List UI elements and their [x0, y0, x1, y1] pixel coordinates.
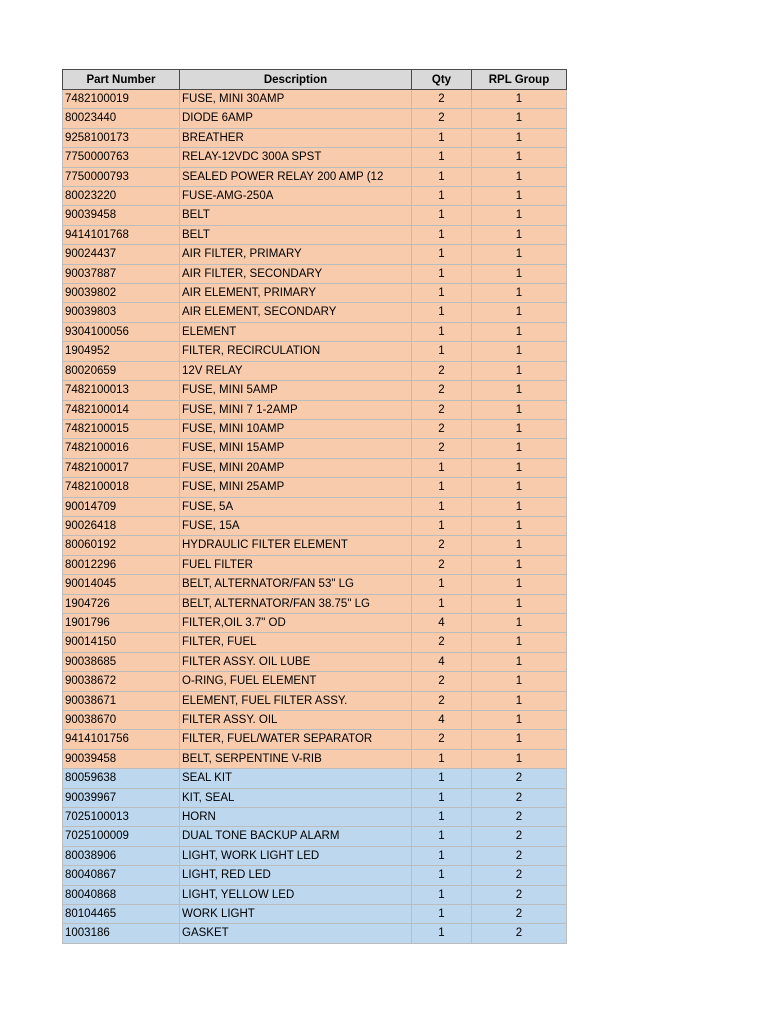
description-cell: BREATHER: [180, 128, 412, 147]
rpl-group-cell: 1: [472, 303, 567, 322]
description-cell: RELAY-12VDC 300A SPST: [180, 148, 412, 167]
qty-cell: 2: [412, 536, 472, 555]
qty-cell: 2: [412, 361, 472, 380]
qty-cell: 2: [412, 633, 472, 652]
table-header: [63, 70, 567, 90]
table-row: [63, 419, 567, 438]
qty-cell: 4: [412, 613, 472, 632]
part-number-cell: 9304100056: [63, 322, 180, 341]
rpl-group-cell: 1: [472, 109, 567, 128]
description-cell: FUSE, MINI 7 1-2AMP: [180, 400, 412, 419]
table-row: [63, 148, 567, 167]
table-row: [63, 749, 567, 768]
table-row: [63, 381, 567, 400]
qty-cell: 4: [412, 711, 472, 730]
table-row: [63, 478, 567, 497]
part-number-cell: 7482100015: [63, 419, 180, 438]
part-number-cell: 80020659: [63, 361, 180, 380]
part-number-cell: 80059638: [63, 769, 180, 788]
description-cell: FUSE, MINI 5AMP: [180, 381, 412, 400]
part-number-cell: 7482100017: [63, 458, 180, 477]
qty-cell: 1: [412, 342, 472, 361]
part-number-cell: 7750000763: [63, 148, 180, 167]
qty-cell: 1: [412, 769, 472, 788]
table-row: [63, 730, 567, 749]
rpl-group-cell: 1: [472, 167, 567, 186]
table-row: [63, 516, 567, 535]
qty-cell: 1: [412, 516, 472, 535]
qty-cell: 2: [412, 672, 472, 691]
qty-cell: 1: [412, 594, 472, 613]
qty-cell: 1: [412, 225, 472, 244]
description-cell: FILTER ASSY. OIL LUBE: [180, 652, 412, 671]
description-cell: BELT: [180, 225, 412, 244]
description-cell: AIR FILTER, PRIMARY: [180, 245, 412, 264]
qty-cell: 2: [412, 439, 472, 458]
table-row: [63, 225, 567, 244]
table-row: [63, 536, 567, 555]
qty-cell: 1: [412, 284, 472, 303]
description-cell: ELEMENT, FUEL FILTER ASSY.: [180, 691, 412, 710]
table-row: [63, 90, 567, 109]
part-number-cell: 90039802: [63, 284, 180, 303]
qty-cell: 1: [412, 245, 472, 264]
table-row: [63, 846, 567, 865]
description-cell: LIGHT, YELLOW LED: [180, 885, 412, 904]
part-number-cell: 90038672: [63, 672, 180, 691]
part-number-cell: 1901796: [63, 613, 180, 632]
part-number-cell: 7482100013: [63, 381, 180, 400]
rpl-group-cell: 1: [472, 613, 567, 632]
description-cell: FILTER,OIL 3.7" OD: [180, 613, 412, 632]
rpl-group-cell: 1: [472, 691, 567, 710]
part-number-cell: 7025100009: [63, 827, 180, 846]
qty-cell: 2: [412, 730, 472, 749]
part-number-cell: 80023220: [63, 187, 180, 206]
rpl-group-cell: 1: [472, 478, 567, 497]
part-number-cell: 90014709: [63, 497, 180, 516]
part-number-cell: 7482100014: [63, 400, 180, 419]
table-row: [63, 555, 567, 574]
rpl-group-cell: 1: [472, 342, 567, 361]
rpl-group-cell: 1: [472, 497, 567, 516]
qty-cell: 2: [412, 381, 472, 400]
description-cell: FILTER, FUEL: [180, 633, 412, 652]
rpl-group-cell: 1: [472, 575, 567, 594]
rpl-group-cell: 1: [472, 439, 567, 458]
part-number-cell: 90026418: [63, 516, 180, 535]
description-cell: AIR FILTER, SECONDARY: [180, 264, 412, 283]
rpl-group-cell: 1: [472, 711, 567, 730]
rpl-group-cell: 2: [472, 866, 567, 885]
part-number-cell: 80040867: [63, 866, 180, 885]
header-rpl-group: RPL Group: [472, 70, 567, 90]
description-cell: HORN: [180, 808, 412, 827]
rpl-group-cell: 1: [472, 419, 567, 438]
part-number-cell: 80040868: [63, 885, 180, 904]
table-row: [63, 827, 567, 846]
rpl-group-cell: 2: [472, 924, 567, 943]
table-row: [63, 245, 567, 264]
description-cell: FUSE, MINI 10AMP: [180, 419, 412, 438]
part-number-cell: 7025100013: [63, 808, 180, 827]
table-row: [63, 303, 567, 322]
part-number-cell: 90038670: [63, 711, 180, 730]
rpl-group-cell: 1: [472, 400, 567, 419]
description-cell: 12V RELAY: [180, 361, 412, 380]
description-cell: DIODE 6AMP: [180, 109, 412, 128]
qty-cell: 1: [412, 167, 472, 186]
table-body: [63, 90, 567, 944]
description-cell: HYDRAULIC FILTER ELEMENT: [180, 536, 412, 555]
table-row: [63, 264, 567, 283]
rpl-group-cell: 2: [472, 788, 567, 807]
qty-cell: 1: [412, 827, 472, 846]
description-cell: FUSE, 5A: [180, 497, 412, 516]
qty-cell: 1: [412, 322, 472, 341]
qty-cell: 1: [412, 187, 472, 206]
table-row: [63, 905, 567, 924]
rpl-group-cell: 1: [472, 148, 567, 167]
part-number-cell: 90014150: [63, 633, 180, 652]
qty-cell: 2: [412, 419, 472, 438]
table-row: [63, 652, 567, 671]
part-number-cell: 80060192: [63, 536, 180, 555]
description-cell: AIR ELEMENT, SECONDARY: [180, 303, 412, 322]
rpl-group-cell: 1: [472, 536, 567, 555]
rpl-group-cell: 2: [472, 827, 567, 846]
qty-cell: 1: [412, 478, 472, 497]
description-cell: FUSE, MINI 20AMP: [180, 458, 412, 477]
rpl-group-cell: 2: [472, 905, 567, 924]
part-number-cell: 80023440: [63, 109, 180, 128]
description-cell: LIGHT, WORK LIGHT LED: [180, 846, 412, 865]
table-row: [63, 187, 567, 206]
table-row: [63, 342, 567, 361]
rpl-group-cell: 1: [472, 225, 567, 244]
part-number-cell: 90038671: [63, 691, 180, 710]
table-row: [63, 497, 567, 516]
table-row: [63, 711, 567, 730]
rpl-group-cell: 1: [472, 361, 567, 380]
table-row: [63, 128, 567, 147]
header-row: [63, 70, 567, 90]
qty-cell: 2: [412, 109, 472, 128]
description-cell: FUEL FILTER: [180, 555, 412, 574]
part-number-cell: 7750000793: [63, 167, 180, 186]
qty-cell: 2: [412, 691, 472, 710]
table-row: [63, 575, 567, 594]
rpl-group-cell: 1: [472, 245, 567, 264]
table-row: [63, 458, 567, 477]
qty-cell: 2: [412, 555, 472, 574]
rpl-group-cell: 2: [472, 769, 567, 788]
rpl-group-cell: 1: [472, 264, 567, 283]
part-number-cell: 1003186: [63, 924, 180, 943]
part-number-cell: 80012296: [63, 555, 180, 574]
part-number-cell: 80104465: [63, 905, 180, 924]
description-cell: BELT, SERPENTINE V-RIB: [180, 749, 412, 768]
table-row: [63, 691, 567, 710]
description-cell: KIT, SEAL: [180, 788, 412, 807]
rpl-group-cell: 1: [472, 672, 567, 691]
part-number-cell: 90039458: [63, 206, 180, 225]
table-row: [63, 206, 567, 225]
parts-table: [62, 69, 567, 944]
description-cell: O-RING, FUEL ELEMENT: [180, 672, 412, 691]
table-row: [63, 866, 567, 885]
table-row: [63, 109, 567, 128]
description-cell: FUSE, MINI 25AMP: [180, 478, 412, 497]
description-cell: DUAL TONE BACKUP ALARM: [180, 827, 412, 846]
rpl-group-cell: 1: [472, 128, 567, 147]
rpl-group-cell: 2: [472, 846, 567, 865]
part-number-cell: 90014045: [63, 575, 180, 594]
description-cell: SEAL KIT: [180, 769, 412, 788]
table-row: [63, 788, 567, 807]
table-row: [63, 361, 567, 380]
description-cell: BELT: [180, 206, 412, 225]
qty-cell: 1: [412, 788, 472, 807]
qty-cell: 2: [412, 400, 472, 419]
description-cell: BELT, ALTERNATOR/FAN 53" LG: [180, 575, 412, 594]
part-number-cell: 7482100018: [63, 478, 180, 497]
rpl-group-cell: 2: [472, 808, 567, 827]
description-cell: ELEMENT: [180, 322, 412, 341]
qty-cell: 1: [412, 206, 472, 225]
rpl-group-cell: 1: [472, 730, 567, 749]
part-number-cell: 9414101756: [63, 730, 180, 749]
part-number-cell: 90039803: [63, 303, 180, 322]
table-row: [63, 885, 567, 904]
table-row: [63, 400, 567, 419]
table-row: [63, 322, 567, 341]
qty-cell: 1: [412, 128, 472, 147]
description-cell: SEALED POWER RELAY 200 AMP (12: [180, 167, 412, 186]
rpl-group-cell: 1: [472, 458, 567, 477]
part-number-cell: 90037887: [63, 264, 180, 283]
description-cell: FILTER ASSY. OIL: [180, 711, 412, 730]
part-number-cell: 90039458: [63, 749, 180, 768]
rpl-group-cell: 2: [472, 885, 567, 904]
part-number-cell: 90038685: [63, 652, 180, 671]
rpl-group-cell: 1: [472, 187, 567, 206]
rpl-group-cell: 1: [472, 90, 567, 109]
qty-cell: 1: [412, 885, 472, 904]
table-row: [63, 924, 567, 943]
rpl-group-cell: 1: [472, 322, 567, 341]
part-number-cell: 90024437: [63, 245, 180, 264]
table-row: [63, 284, 567, 303]
qty-cell: 2: [412, 90, 472, 109]
rpl-group-cell: 1: [472, 206, 567, 225]
description-cell: FUSE, 15A: [180, 516, 412, 535]
description-cell: FILTER, FUEL/WATER SEPARATOR: [180, 730, 412, 749]
description-cell: FUSE-AMG-250A: [180, 187, 412, 206]
qty-cell: 1: [412, 148, 472, 167]
description-cell: AIR ELEMENT, PRIMARY: [180, 284, 412, 303]
part-number-cell: 9414101768: [63, 225, 180, 244]
qty-cell: 1: [412, 846, 472, 865]
table-row: [63, 769, 567, 788]
part-number-cell: 80038906: [63, 846, 180, 865]
qty-cell: 1: [412, 303, 472, 322]
qty-cell: 1: [412, 924, 472, 943]
part-number-cell: 7482100016: [63, 439, 180, 458]
rpl-group-cell: 1: [472, 633, 567, 652]
description-cell: FUSE, MINI 30AMP: [180, 90, 412, 109]
header-description: Description: [180, 70, 412, 90]
description-cell: WORK LIGHT: [180, 905, 412, 924]
part-number-cell: 1904952: [63, 342, 180, 361]
part-number-cell: 90039967: [63, 788, 180, 807]
description-cell: LIGHT, RED LED: [180, 866, 412, 885]
description-cell: BELT, ALTERNATOR/FAN 38.75" LG: [180, 594, 412, 613]
qty-cell: 1: [412, 575, 472, 594]
rpl-group-cell: 1: [472, 284, 567, 303]
description-cell: FUSE, MINI 15AMP: [180, 439, 412, 458]
rpl-group-cell: 1: [472, 555, 567, 574]
header-part-number: Part Number: [63, 70, 180, 90]
part-number-cell: 1904726: [63, 594, 180, 613]
rpl-group-cell: 1: [472, 381, 567, 400]
table-row: [63, 594, 567, 613]
qty-cell: 1: [412, 808, 472, 827]
qty-cell: 1: [412, 749, 472, 768]
rpl-group-cell: 1: [472, 652, 567, 671]
qty-cell: 1: [412, 905, 472, 924]
table-row: [63, 613, 567, 632]
rpl-group-cell: 1: [472, 516, 567, 535]
table-row: [63, 439, 567, 458]
part-number-cell: 7482100019: [63, 90, 180, 109]
table-row: [63, 633, 567, 652]
part-number-cell: 9258100173: [63, 128, 180, 147]
description-cell: FILTER, RECIRCULATION: [180, 342, 412, 361]
qty-cell: 1: [412, 497, 472, 516]
description-cell: GASKET: [180, 924, 412, 943]
table-row: [63, 672, 567, 691]
table-row: [63, 167, 567, 186]
table-row: [63, 808, 567, 827]
rpl-group-cell: 1: [472, 594, 567, 613]
qty-cell: 1: [412, 458, 472, 477]
rpl-group-cell: 1: [472, 749, 567, 768]
qty-cell: 4: [412, 652, 472, 671]
qty-cell: 1: [412, 866, 472, 885]
header-qty: Qty: [412, 70, 472, 90]
qty-cell: 1: [412, 264, 472, 283]
